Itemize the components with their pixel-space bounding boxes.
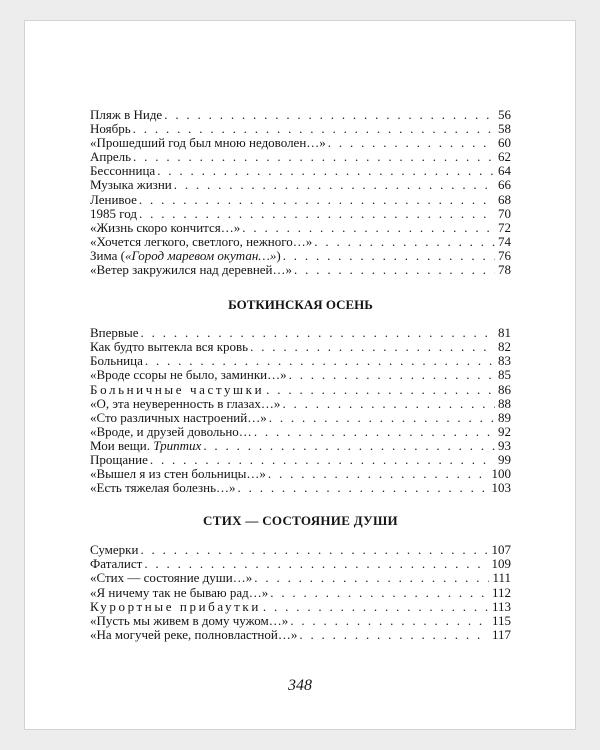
title-prefix: Зима ( — [90, 247, 125, 263]
table-of-contents — [90, 108, 511, 642]
toc-entry-page: 68 — [498, 191, 511, 207]
toc-entry-title: Музыка жизни — [90, 177, 172, 193]
toc-entry — [90, 150, 511, 164]
leader-dots — [290, 614, 489, 628]
toc-entry-title: Прощание — [90, 451, 148, 467]
toc-entry — [90, 193, 511, 207]
toc-entry-title: «Жизнь скоро кончится…» — [90, 219, 241, 235]
toc-entry-title: Ленивое — [90, 191, 137, 207]
toc-entry-title: «О, эта неуверенность в глазах…» — [90, 395, 281, 411]
toc-entry-page: 74 — [498, 233, 511, 249]
leader-dots — [145, 354, 495, 368]
leader-dots — [314, 235, 495, 249]
leader-dots — [238, 481, 489, 495]
leader-dots — [269, 411, 495, 425]
leader-dots — [270, 586, 489, 600]
toc-entry — [90, 326, 511, 340]
toc-entry-page: 66 — [498, 177, 511, 193]
toc-entry — [90, 481, 511, 495]
toc-entry-title: «Прошедший год был мною недоволен…» — [90, 135, 326, 151]
toc-entry-title: Больница — [90, 353, 143, 369]
toc-entry — [90, 453, 511, 467]
toc-entry-title: «Вроде ссоры не было, заминки…» — [90, 367, 287, 383]
toc-entry-title: Впервые — [90, 325, 139, 341]
toc-entry-page: 60 — [498, 135, 511, 151]
leader-dots — [263, 600, 489, 614]
toc-entry — [90, 411, 511, 425]
leader-dots — [164, 108, 495, 122]
toc-entry — [90, 467, 511, 481]
toc-entry-page: 56 — [498, 107, 511, 122]
toc-entry — [90, 614, 511, 628]
leader-dots — [283, 249, 495, 263]
toc-entry-title: Фаталист — [90, 556, 143, 572]
toc-entry — [90, 340, 511, 354]
toc-entry-page: 62 — [498, 149, 511, 165]
leader-dots — [294, 263, 495, 277]
toc-entry-title: Сумерки — [90, 542, 139, 558]
toc-entry — [90, 557, 511, 571]
title-italic: Триптих — [153, 437, 202, 453]
toc-entry — [90, 221, 511, 235]
toc-entry-page: 109 — [491, 556, 511, 572]
toc-entry-title: Больничные частушки — [90, 381, 265, 397]
toc-entry-title: «Вроде, и друзей довольно… — [90, 423, 252, 439]
toc-entry — [90, 600, 511, 614]
toc-entry-page: 103 — [491, 480, 511, 496]
toc-entry-title — [90, 439, 201, 453]
toc-entry-title: «Сто различных настроений…» — [90, 409, 267, 425]
leader-dots — [139, 207, 495, 221]
toc-entry-page: 85 — [498, 367, 511, 383]
toc-entry-page: 117 — [491, 626, 511, 642]
leader-dots — [268, 467, 489, 481]
toc-entry-page: 64 — [498, 163, 511, 179]
leader-dots — [133, 150, 495, 164]
toc-entry — [90, 628, 511, 642]
toc-entry-title: 1985 год — [90, 205, 137, 221]
toc-entry-title: «Стих — состояние души…» — [90, 570, 253, 586]
toc-entry-title: Курортные прибаутки — [90, 598, 261, 614]
toc-entry-title: «Я ничему так не бываю рад…» — [90, 584, 269, 600]
leader-dots — [150, 453, 495, 467]
toc-entry-page: 76 — [498, 247, 511, 263]
toc-entry — [90, 586, 511, 600]
toc-entry — [90, 249, 511, 263]
leader-dots — [254, 571, 489, 585]
leader-dots — [266, 383, 495, 397]
toc-entry — [90, 354, 511, 368]
toc-entry — [90, 439, 511, 453]
section-heading: СТИХ — СОСТОЯНИЕ ДУШИ — [203, 513, 398, 529]
leader-dots — [144, 557, 488, 571]
toc-entry — [90, 383, 511, 397]
title-italic: «Город маревом окутан…» — [124, 247, 277, 263]
toc-entry-page: 113 — [491, 598, 511, 614]
toc-entry — [90, 425, 511, 439]
toc-entry-title: Как будто вытекла вся кровь — [90, 339, 249, 355]
toc-entry-page: 86 — [498, 381, 511, 397]
toc-entry-page: 70 — [498, 205, 511, 221]
toc-entry-title: «На могучей реке, полновластной…» — [90, 626, 298, 642]
toc-entry-page: 100 — [491, 466, 511, 482]
toc-entry-title: Бессонница — [90, 163, 156, 179]
leader-dots — [139, 193, 495, 207]
title-prefix: Мои вещи. — [90, 437, 154, 453]
toc-entry — [90, 122, 511, 136]
toc-entry — [90, 178, 511, 192]
leader-dots — [157, 164, 495, 178]
toc-entry-page: 82 — [498, 339, 511, 355]
toc-entry-page: 107 — [491, 542, 511, 558]
toc-entry — [90, 235, 511, 249]
leader-dots — [242, 221, 495, 235]
page-number: 348 — [288, 677, 312, 694]
toc-entry-page: 81 — [498, 325, 511, 341]
toc-entry-page: 58 — [498, 121, 511, 137]
toc-entry-title: «Есть тяжелая болезнь…» — [90, 480, 236, 496]
toc-entry-title: «Ветер закружился над деревней…» — [90, 262, 293, 278]
toc-entry-page: 93 — [498, 437, 511, 453]
toc-entry-page: 111 — [492, 570, 511, 586]
leader-dots — [141, 326, 495, 340]
toc-entry — [90, 397, 511, 411]
toc-entry-page: 89 — [498, 409, 511, 425]
leader-dots — [299, 628, 489, 642]
toc-entry — [90, 207, 511, 221]
leader-dots — [203, 439, 495, 453]
toc-entry — [90, 108, 511, 122]
leader-dots — [250, 340, 495, 354]
toc-entry — [90, 263, 511, 277]
toc-entry-title: Пляж в Ниде — [90, 107, 163, 122]
toc-entry — [90, 136, 511, 150]
toc-entry — [90, 368, 511, 382]
toc-entry-page: 88 — [498, 395, 511, 411]
toc-entry-page: 72 — [498, 219, 511, 235]
toc-entry — [90, 571, 511, 585]
leader-dots — [254, 425, 495, 439]
toc-entry — [90, 164, 511, 178]
leader-dots — [174, 178, 495, 192]
toc-entry-title: Ноябрь — [90, 121, 131, 137]
leader-dots — [328, 136, 495, 150]
toc-entry-page: 92 — [498, 423, 511, 439]
toc-entry-title — [90, 249, 281, 263]
leader-dots — [282, 397, 495, 411]
section-heading: БОТКИНСКАЯ ОСЕНЬ — [228, 297, 373, 313]
toc-entry-title: Апрель — [90, 149, 132, 165]
title-suffix: ) — [276, 247, 281, 263]
leader-dots — [140, 543, 488, 557]
toc-entry-page: 78 — [498, 262, 511, 278]
toc-entry-title: «Хочется легкого, светлого, нежного…» — [90, 233, 313, 249]
leader-dots — [289, 368, 495, 382]
toc-entry-page: 112 — [491, 584, 511, 600]
toc-entry — [90, 543, 511, 557]
toc-entry-title: «Вышел я из стен больницы…» — [90, 466, 266, 482]
toc-entry-page: 99 — [498, 451, 511, 467]
book-page — [24, 20, 576, 730]
toc-entry-title: «Пусть мы живем в дому чужом…» — [90, 612, 289, 628]
toc-entry-page: 83 — [498, 353, 511, 369]
leader-dots — [133, 122, 495, 136]
toc-entry-page: 115 — [491, 612, 511, 628]
